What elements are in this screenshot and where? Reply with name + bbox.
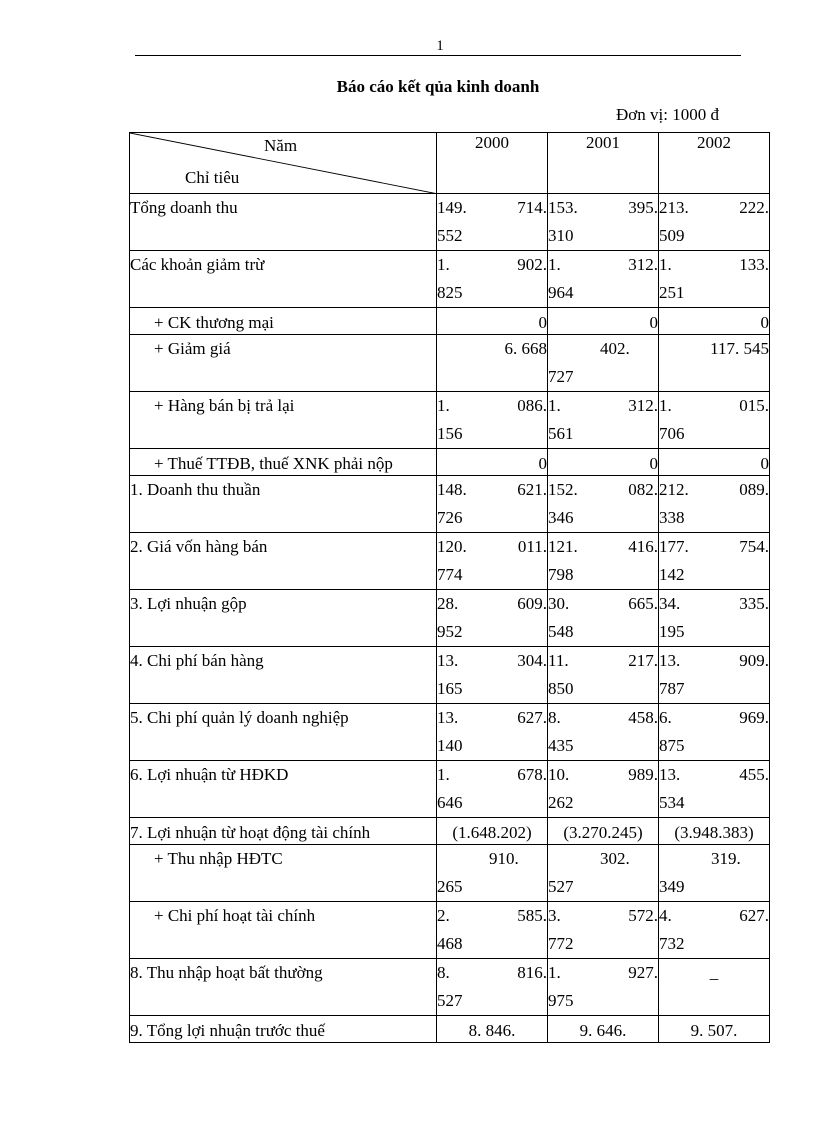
value-part: 727 [548,367,574,386]
value-line [548,590,658,618]
value-part: 772 [548,934,574,953]
value-line [548,704,658,732]
value-part: 416. [628,537,658,556]
value-cell [659,959,770,1016]
value-part: 346 [548,508,574,527]
value-line [659,533,769,561]
table-row [130,959,770,1016]
value-part: 754. [739,537,769,556]
value-part: 402. [600,339,630,358]
year-header-2000: 2000 [437,133,548,194]
value-part: 153. [548,198,578,217]
value-part: 1. [659,255,672,274]
value-part: 552 [437,226,463,245]
year-header-2002: 2002 [659,133,770,194]
table-row [130,449,770,476]
value-line [437,959,547,987]
value-part: 082. [628,480,658,499]
value-text: (1.648.202) [452,823,532,842]
value-cell [437,308,548,335]
value-line [548,647,658,675]
row-label: + Giảm giá [130,335,437,392]
value-part: 527 [437,991,463,1010]
table-row [130,1016,770,1043]
table-row [130,647,770,704]
value-part: 714. [517,198,547,217]
table-row [130,590,770,647]
value-part: 910. [489,849,519,868]
value-text: 0 [538,313,547,332]
value-part: 011. [517,537,547,556]
value-cell [437,392,548,449]
row-label: 3. Lợi nhuận gộp [130,590,437,647]
table-row [130,704,770,761]
header-year-label: Năm [264,136,298,155]
value-line [659,704,769,732]
value-part: 319. [711,849,741,868]
value-part: 148. [437,480,467,499]
value-part: 089. [739,480,769,499]
value-part: 30. [548,594,570,613]
value-cell [437,251,548,308]
value-cell [548,902,659,959]
value-part: 6. [659,708,672,727]
value-line [548,902,658,930]
value-part: 149. [437,198,467,217]
value-cell [548,308,659,335]
table-row [130,392,770,449]
value-part: 1. [548,255,561,274]
value-line [548,761,658,789]
value-cell [659,335,770,392]
value-cell [437,704,548,761]
value-part: 4. [659,906,672,925]
value-line [437,194,547,222]
row-label: + CK thương mại [130,308,437,335]
value-cell [437,845,548,902]
table-row [130,335,770,392]
value-part: 798 [548,565,574,584]
value-part: 13. [659,651,681,670]
value-part: 251 [659,283,685,302]
value-part: 3. [548,906,561,925]
value-part: 561 [548,424,574,443]
value-part: 8. [437,963,450,982]
row-label: Tổng doanh thu [130,194,437,251]
value-part: 964 [548,283,574,302]
value-part: 28. [437,594,459,613]
value-part: 534 [659,793,685,812]
value-part: 212. [659,480,689,499]
value-line [437,704,547,732]
value-line [437,647,547,675]
value-line [659,476,769,504]
value-cell [548,194,659,251]
value-cell [659,194,770,251]
row-label: 4. Chi phí bán hàng [130,647,437,704]
value-text: 6. 668 [504,339,547,358]
value-part: 909. [739,651,769,670]
value-part: 312. [628,396,658,415]
value-text: (3.270.245) [563,823,643,842]
value-part: 989. [628,765,658,784]
value-part: 458. [628,708,658,727]
value-line [659,902,769,930]
value-part: 435 [548,736,574,755]
table-row [130,761,770,818]
value-line [659,761,769,789]
value-text: (3.948.383) [674,823,754,842]
value-part: 927. [628,963,658,982]
value-part: 338 [659,508,685,527]
value-line [659,251,769,279]
value-cell [548,335,659,392]
value-part: 395. [628,198,658,217]
value-text: _ [709,963,719,982]
row-label: 9. Tổng lợi nhuận trước thuế [130,1016,437,1043]
header-indicator-label: Chỉ tiêu [185,168,240,187]
value-part: 975 [548,991,574,1010]
value-part: 816. [517,963,547,982]
table-row [130,251,770,308]
value-part: 133. [739,255,769,274]
value-part: 609. [517,594,547,613]
value-part: 825 [437,283,463,302]
row-label: + Chi phí hoạt tài chính [130,902,437,959]
year-header-2001: 2001 [548,133,659,194]
value-part: 850 [548,679,574,698]
value-part: 086. [517,396,547,415]
value-part: 165 [437,679,463,698]
value-cell [659,704,770,761]
value-part: 195 [659,622,685,641]
value-part: 217. [628,651,658,670]
value-part: 177. [659,537,689,556]
value-line [548,251,658,279]
value-line [548,392,658,420]
value-part: 1. [437,765,450,784]
value-cell [659,251,770,308]
value-part: 1. [548,396,561,415]
value-part: 572. [628,906,658,925]
value-part: 015. [739,396,769,415]
value-cell [548,647,659,704]
value-line [548,476,658,504]
value-cell [437,959,548,1016]
value-part: 585. [517,906,547,925]
value-part: 335. [739,594,769,613]
value-line [548,959,658,987]
value-part: 13. [437,708,459,727]
value-cell [548,818,659,845]
value-text: 8. 846. [468,1021,516,1040]
unit-note: Đơn vị: 1000 đ [616,105,719,124]
value-cell [548,704,659,761]
value-line [437,902,547,930]
value-part: 1. [437,255,450,274]
value-part: 1. [437,396,450,415]
value-part: 678. [517,765,547,784]
row-label: 5. Chi phí quản lý doanh nghiệp [130,704,437,761]
row-label: + Hàng bán bị trả lại [130,392,437,449]
value-cell [437,761,548,818]
table-header-row [130,133,770,194]
value-part: 1. [548,963,561,982]
row-label: + Thuế TTĐB, thuế XNK phải nộp [130,449,437,476]
value-part: 140 [437,736,463,755]
table-row [130,476,770,533]
value-part: 10. [548,765,570,784]
value-cell [548,533,659,590]
value-text: 0 [760,454,769,473]
value-cell [548,392,659,449]
row-label: 1. Doanh thu thuần [130,476,437,533]
value-cell [659,902,770,959]
value-cell [659,392,770,449]
value-cell [659,449,770,476]
value-cell [659,845,770,902]
value-line [437,533,547,561]
value-cell [437,590,548,647]
value-part: 455. [739,765,769,784]
value-text: 9. 646. [579,1021,627,1040]
value-text: 0 [649,313,658,332]
row-label: 2. Giá vốn hàng bán [130,533,437,590]
page-number: 1 [436,38,444,54]
value-line [437,476,547,504]
value-part: 706 [659,424,685,443]
value-part: 774 [437,565,463,584]
header-rule [135,55,741,56]
value-part: 548 [548,622,574,641]
value-part: 213. [659,198,689,217]
value-cell [659,761,770,818]
value-part: 627. [739,906,769,925]
value-part: 627. [517,708,547,727]
value-text: 0 [649,454,658,473]
value-part: 156 [437,424,463,443]
value-line [437,590,547,618]
value-line [659,590,769,618]
table-row [130,902,770,959]
value-part: 262 [548,793,574,812]
value-text: 0 [538,454,547,473]
value-line [437,392,547,420]
value-cell [437,335,548,392]
value-cell [548,1016,659,1043]
value-part: 621. [517,480,547,499]
value-part: 11. [548,651,569,670]
value-line [548,533,658,561]
value-part: 468 [437,934,463,953]
value-line [659,647,769,675]
value-text: 117. 545 [710,339,769,358]
value-part: 509 [659,226,685,245]
value-part: 952 [437,622,463,641]
value-line [437,761,547,789]
value-part: 121. [548,537,578,556]
value-part: 304. [517,651,547,670]
value-part: 120. [437,537,467,556]
value-part: 222. [739,198,769,217]
table-row [130,533,770,590]
value-line [548,194,658,222]
value-cell [659,476,770,533]
value-part: 2. [437,906,450,925]
value-part: 302. [600,849,630,868]
row-label: Các khoản giảm trừ [130,251,437,308]
value-cell [659,1016,770,1043]
table-row [130,818,770,845]
table-row [130,194,770,251]
value-part: 310 [548,226,574,245]
value-part: 142 [659,565,685,584]
value-part: 13. [659,765,681,784]
value-cell [437,533,548,590]
row-label: 7. Lợi nhuận từ hoạt động tài chính [130,818,437,845]
value-part: 875 [659,736,685,755]
value-part: 726 [437,508,463,527]
row-label: 6. Lợi nhuận từ HĐKD [130,761,437,818]
table-row [130,845,770,902]
value-cell [437,1016,548,1043]
value-part: 902. [517,255,547,274]
value-line [659,194,769,222]
value-part: 34. [659,594,681,613]
value-part: 1. [659,396,672,415]
value-cell [659,647,770,704]
value-cell [659,818,770,845]
value-cell [437,647,548,704]
value-cell [659,308,770,335]
value-cell [437,476,548,533]
value-cell [437,449,548,476]
value-cell [548,761,659,818]
row-label: 8. Thu nhập hoạt bất thường [130,959,437,1016]
value-part: 265 [437,877,463,896]
value-cell [437,194,548,251]
value-cell [548,476,659,533]
value-cell [659,590,770,647]
value-part: 527 [548,877,574,896]
value-part: 665. [628,594,658,613]
table-row [130,308,770,335]
value-text: 0 [760,313,769,332]
document-title: Báo cáo kết qủa kinh doanh [336,77,540,96]
value-part: 349 [659,877,685,896]
value-part: 969. [739,708,769,727]
value-cell [548,590,659,647]
value-cell [437,818,548,845]
value-text: 9. 507. [690,1021,738,1040]
value-cell [548,959,659,1016]
row-label: + Thu nhập HĐTC [130,845,437,902]
header-corner-cell [130,133,437,194]
value-cell [548,845,659,902]
value-line [437,251,547,279]
value-part: 732 [659,934,685,953]
value-cell [659,533,770,590]
value-cell [548,449,659,476]
value-cell [437,902,548,959]
value-part: 8. [548,708,561,727]
value-cell [548,251,659,308]
value-part: 646 [437,793,463,812]
value-part: 787 [659,679,685,698]
business-results-table [129,132,770,1043]
value-part: 152. [548,480,578,499]
value-line [659,392,769,420]
value-part: 13. [437,651,459,670]
value-part: 312. [628,255,658,274]
